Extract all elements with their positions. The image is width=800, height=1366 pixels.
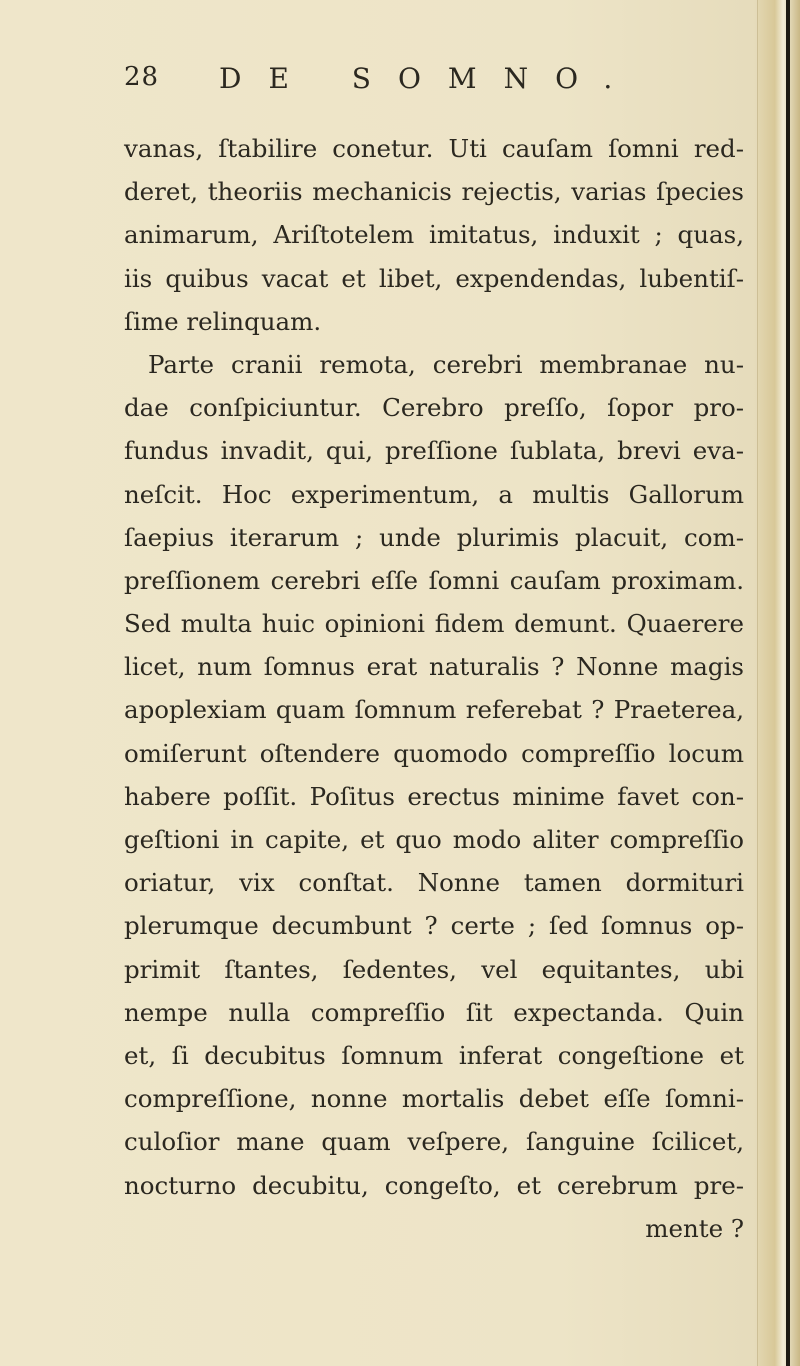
page-gutter	[757, 0, 800, 1366]
paragraph	[124, 127, 744, 343]
text-line: apoplexiam quam ſomnum referebat ? Praeterea,	[124, 695, 744, 725]
text-line: animarum, Ariſtotelem imitatus, induxit ; quas,	[124, 220, 744, 250]
body-text	[124, 127, 744, 1250]
text-line: culoſior mane quam veſpere, ſanguine ſcilicet,	[124, 1127, 744, 1157]
text-line: oriatur, vix conſtat. Nonne tamen dormituri	[124, 868, 744, 898]
page-header	[124, 62, 644, 102]
page-number: 28	[124, 62, 160, 92]
text-line: primit ſtantes, ſedentes, vel equitantes, ubi	[124, 954, 744, 984]
text-line: licet, num ſomnus erat naturalis ? Nonne magis	[124, 652, 744, 682]
text-line: neſcit. Hoc experimentum, a multis Gallorum	[124, 479, 744, 509]
text-line: ſime relinquam.	[124, 306, 322, 336]
text-line: compreſſione, nonne mortalis debet eſſe ſomni-	[124, 1084, 744, 1114]
text-line: Parte cranii remota, cerebri membranae nu-	[148, 349, 744, 379]
text-line: dae conſpiciuntur. Cerebro preſſo, ſopor pro-	[124, 393, 744, 423]
text-line: Sed multa huic opinioni fidem demunt. Quaerere	[124, 609, 744, 639]
text-line: plerumque decumbunt ? certe ; ſed ſomnus op-	[124, 911, 744, 941]
text-line: fundus invadit, qui, preſſione ſublata, brevi eva-	[124, 436, 744, 466]
catchword: mente ?	[645, 1213, 744, 1243]
text-line: omiſerunt oſtendere quomodo compreſſio locum	[124, 738, 744, 768]
text-line: vanas, ſtabilire conetur. Uti cauſam ſomni red-	[124, 134, 744, 163]
text-line: deret, theoriis mechanicis rejectis, varias ſpecies	[124, 177, 744, 207]
text-line: nempe nulla compreſſio ſit expectanda. Quin	[124, 997, 744, 1027]
text-line: et, ſi decubitus ſomnum inferat congeſtione et	[124, 1040, 744, 1070]
binding-edge	[786, 0, 790, 1366]
running-title: DE SOMNO.	[219, 62, 640, 95]
text-line: ſaepius iterarum ; unde plurimis placuit, com-	[124, 522, 744, 552]
text-line: preſſionem cerebri eſſe ſomni cauſam proximam.	[124, 565, 744, 595]
text-line: habere poſſit. Poſitus erectus minime favet con-	[124, 781, 744, 811]
paragraph	[124, 343, 744, 1207]
text-line: iis quibus vacat et libet, expendendas, lubentiſ-	[124, 263, 744, 293]
text-line: nocturno decubitu, congeſto, et cerebrum pre-	[124, 1170, 744, 1200]
text-line: geſtioni in capite, et quo modo aliter compreſſio	[124, 825, 744, 854]
